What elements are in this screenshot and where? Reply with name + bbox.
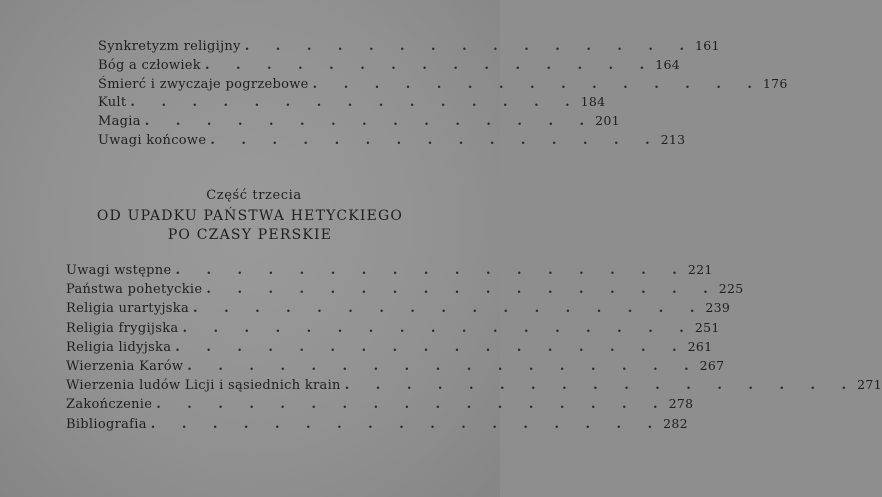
toc-entry-page: 261 bbox=[687, 338, 713, 354]
toc-entry-title: Religia frygijska bbox=[66, 320, 179, 336]
toc-entry-title: Religia urartyjska bbox=[66, 301, 190, 317]
dot-leader: . . . . . . . . . . . . . . . bbox=[144, 114, 596, 130]
toc-entry bbox=[66, 377, 882, 396]
toc-entry-title: Uwagi wstępne bbox=[66, 263, 172, 278]
toc-entry-page: 161 bbox=[695, 38, 720, 53]
toc-entry-title: Śmierć i zwyczaje pogrzebowe bbox=[98, 76, 309, 92]
dot-leader: . . . . . . . . . . . . . . . bbox=[312, 76, 763, 92]
toc-entry bbox=[66, 262, 713, 281]
part-title-line-1: OD UPADKU PAŃSTWA HETYCKIEGO bbox=[96, 208, 404, 224]
dot-leader: . . . . . . . . . . . . . . . . . bbox=[187, 358, 700, 374]
toc-entry-title: Religia lidyjska bbox=[66, 339, 172, 355]
toc-entry-title: Uwagi końcowe bbox=[98, 132, 207, 148]
dot-leader: . . . . . . . . . . . . . . . . . bbox=[156, 397, 669, 413]
table-of-contents-bottom bbox=[66, 262, 882, 435]
toc-entry-title: Kult bbox=[98, 95, 127, 111]
toc-entry-page: 221 bbox=[687, 262, 713, 277]
dot-leader: . . . . . . . . . . . . . . . . . bbox=[175, 263, 688, 278]
toc-entry-page: 251 bbox=[694, 319, 720, 335]
toc-entry-page: 267 bbox=[699, 357, 725, 373]
toc-entry bbox=[66, 300, 731, 319]
toc-entry bbox=[98, 131, 686, 151]
toc-entry bbox=[66, 338, 713, 358]
toc-entry-title: Bóg a człowiek bbox=[98, 57, 201, 73]
toc-entry bbox=[66, 319, 720, 339]
dot-leader: . . . . . . . . . . . . . . . . . bbox=[182, 320, 695, 336]
dot-leader: . . . . . . . . . . . . . . . bbox=[244, 39, 696, 54]
part-heading bbox=[0, 188, 500, 245]
part-label: Część trzecia bbox=[206, 188, 302, 203]
toc-entry bbox=[98, 38, 720, 57]
dot-leader: . . . . . . . . . . . . . . . . . bbox=[206, 282, 719, 298]
dot-leader: . . . . . . . . . . . . . . . bbox=[204, 57, 656, 73]
toc-entry-title: Bibliografia bbox=[66, 416, 147, 432]
toc-entry-title: Zakończenie bbox=[66, 397, 153, 413]
toc-entry-page: 213 bbox=[660, 131, 686, 147]
toc-entry bbox=[66, 396, 694, 415]
toc-entry bbox=[98, 94, 606, 113]
toc-entry-title: Wierzenia Karów bbox=[66, 358, 184, 374]
toc-entry-page: 184 bbox=[580, 94, 606, 110]
toc-entry-page: 201 bbox=[595, 113, 620, 129]
toc-entry bbox=[66, 281, 744, 300]
table-of-contents-top bbox=[98, 38, 788, 151]
toc-entry bbox=[66, 357, 725, 377]
toc-entry-title: Wierzenia ludów Licji i sąsiednich krain bbox=[66, 378, 341, 394]
toc-entry-page: 225 bbox=[718, 281, 744, 297]
toc-entry-title: Państwa pohetyckie bbox=[66, 282, 203, 298]
toc-entry bbox=[98, 56, 680, 76]
part-title-line-2: PO CZASY PERSKIE bbox=[167, 227, 333, 243]
dot-leader: . . . . . . . . . . . . . . . . . bbox=[150, 416, 664, 432]
toc-entry bbox=[98, 113, 620, 132]
dot-leader: . . . . . . . . . . . . . . . . . bbox=[193, 301, 706, 317]
toc-entry-page: 282 bbox=[663, 415, 688, 431]
toc-entry-page: 239 bbox=[705, 300, 731, 316]
dot-leader: . . . . . . . . . . . . . . . bbox=[130, 95, 581, 111]
toc-entry-page: 278 bbox=[668, 396, 694, 412]
toc-entry-page: 271 bbox=[857, 377, 882, 393]
toc-entry-title: Synkretyzm religijny bbox=[98, 39, 241, 54]
toc-entry-page: 176 bbox=[762, 75, 788, 91]
dot-leader: . . . . . . . . . . . . . . . . . bbox=[175, 339, 688, 355]
toc-entry bbox=[66, 415, 688, 435]
toc-entry-page: 164 bbox=[655, 56, 680, 72]
toc-entry-title: Magia bbox=[98, 114, 141, 130]
dot-leader: . . . . . . . . . . . . . . . . . bbox=[344, 378, 858, 394]
toc-entry bbox=[98, 75, 788, 95]
dot-leader: . . . . . . . . . . . . . . . bbox=[210, 132, 661, 148]
